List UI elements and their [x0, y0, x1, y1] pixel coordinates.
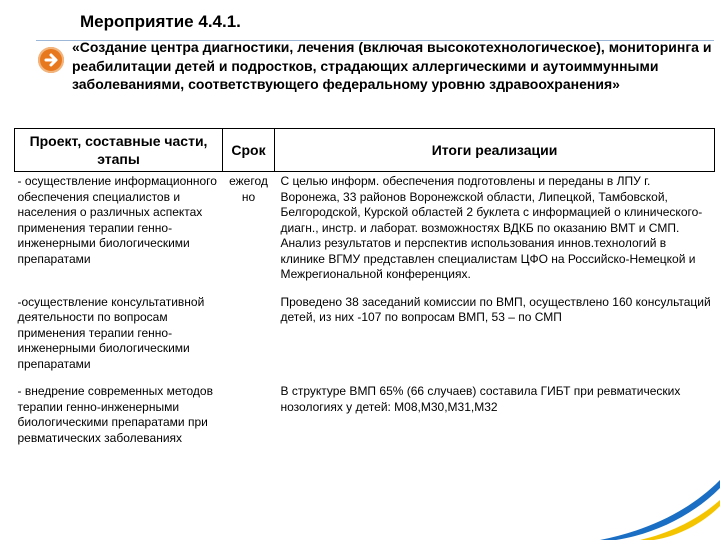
term-cell: ежегод но [229, 174, 268, 204]
corner-decoration [580, 480, 720, 540]
table-row [15, 293, 715, 383]
implementation-table [14, 128, 715, 456]
project-cell: - внедрение современных методов терапии генно-инженерными биологическими препаратами при ревматических заболеваниях [17, 384, 213, 445]
result-cell: С целью информ. обеспечения подготовлены и переданы в ЛПУ г. Воронежа, 33 районов Воронежской области, Липецкой, Тамбовской, Белгородской, Курской областей 2 буклета с информацией о клинического- диагн., инстр. и лаборат. возможностях ВДКБ по оказанию ВМТ и СМП. Анализ результатов и перспектив использования иннов.технологий в клинике ВГМУ представлен специалистам ЦФО на Российско-Немецкой и Межрегиональной конференциях. [280, 174, 703, 281]
table-row [15, 172, 715, 293]
arrow-right-circle-icon [38, 47, 64, 73]
result-cell: Проведено 38 заседаний комиссии по ВМП, осуществлено 160 консультаций детей, из них -107 по вопросам ВМП, 53 – по СМП [280, 294, 711, 324]
term-cell [223, 382, 275, 456]
term-cell [223, 293, 275, 383]
column-header-term: Срок [223, 129, 275, 172]
slide-title: Мероприятие 4.4.1. [80, 12, 241, 31]
slide-subtitle: «Создание центра диагностики, лечения (включая высокотехнологическое), мониторинга и реабилитации детей и подростков, страдающих аллергическими и аутоиммунными заболеваниями, соответствующего федеральному уровню здравоохранения» [72, 39, 712, 92]
project-cell: -осуществление консультативной деятельности по вопросам применения терапии генно-инженерными биологическими препаратами [17, 294, 205, 371]
column-header-results: Итоги реализации [275, 129, 715, 172]
table-header-row [15, 129, 715, 172]
table-row [15, 382, 715, 456]
result-cell: В структуре ВМП 65% (66 случаев) составила ГИБТ при ревматических нозологиях у детей: М08,М30,М31,М32 [280, 384, 681, 414]
column-header-project: Проект, составные части, этапы [15, 129, 223, 172]
project-cell: - осуществление информационного обеспечения специалистов и населения о различных аспектах применения терапии генно-инженерными биологическими препаратами [17, 174, 217, 266]
